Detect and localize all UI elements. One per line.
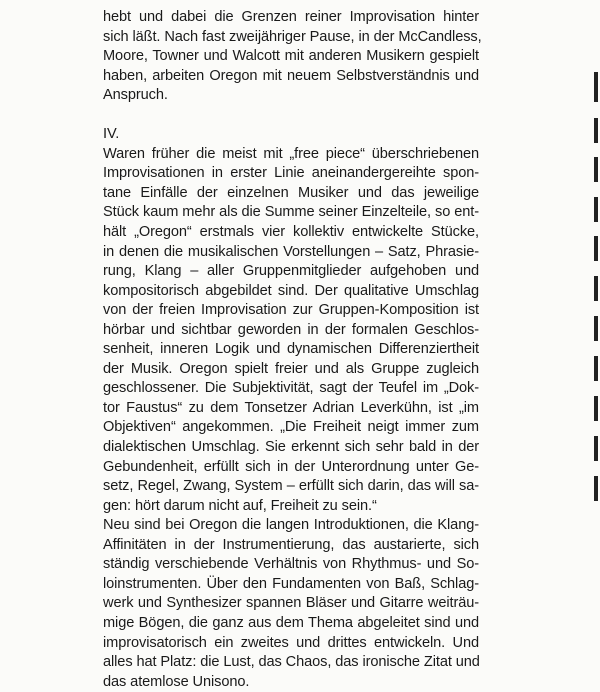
text-line: der Musik. Oregon spielt freier und als Gruppe zugleich xyxy=(103,360,479,377)
text-line: gen: hört darum nicht auf, Freiheit zu sein.“ xyxy=(103,497,377,514)
text-line: Stück kaum mehr als die Summe seiner Einzelteile, so ent- xyxy=(103,204,479,221)
text-line: improvisatorisch ein zweites und drittes entwickeln. Und xyxy=(103,634,479,651)
text-line: setz, Regel, Zwang, System – erfüllt sich darin, das will sa- xyxy=(103,478,479,495)
page-edge-marks xyxy=(586,0,600,589)
closing-paragraph xyxy=(103,516,479,692)
edge-mark xyxy=(594,197,598,222)
text-line: sich läßt. Nach fast zweijähriger Pause, in der McCandless, xyxy=(103,28,482,45)
section-number: IV. xyxy=(103,126,120,143)
section-paragraph xyxy=(103,145,479,516)
text-line: Objektiven“ angekommen. „Die Freiheit neigt immer zum xyxy=(103,419,479,436)
text-line: kompositorisch abgebildet sind. Der qualitative Umschlag xyxy=(103,282,479,299)
section-heading xyxy=(103,125,479,145)
text-line: hörbar und sichtbar geworden in der formalen Geschlos- xyxy=(103,321,479,338)
text-line: von der freien Improvisation zur Gruppen-Komposition ist xyxy=(103,302,479,319)
text-line: tane Einfälle der einzelnen Musiker und das jeweilige xyxy=(103,184,479,201)
text-line: Neu sind bei Oregon die langen Introduktionen, die Klang- xyxy=(103,517,479,534)
text-line: mige Bögen, die ganz aus dem Thema abgeleitet sind und xyxy=(103,614,479,631)
text-line: Gebundenheit, erfüllt sich in der Unterordnung unter Ge- xyxy=(103,458,479,475)
text-line: ständig verschiebende Verhältnis von Rhythmus- und So- xyxy=(103,556,479,573)
paragraph-gap xyxy=(103,106,479,126)
edge-mark xyxy=(594,157,598,182)
text-line: Waren früher die meist mit „free piece“ überschriebenen xyxy=(103,145,479,162)
edge-mark xyxy=(594,236,598,261)
text-line: Affinitäten in der Instrumentierung, das austarierte, sich xyxy=(103,536,479,553)
text-line: senheit, inneren Logik und dynamischen Differenziertheit xyxy=(103,341,479,358)
edge-mark xyxy=(594,396,598,421)
text-line: in denen die musikalischen Vorstellungen – Satz, Phrasie- xyxy=(103,243,479,260)
text-line: geschlossener. Die Subjektivität, sagt der Teufel im „Dok- xyxy=(103,380,479,397)
text-line: dialektischen Umschlag. Sie erkennt sich sehr bald in der xyxy=(103,439,479,456)
text-line: haben, arbeiten Oregon mit neuem Selbstverständnis und xyxy=(103,67,479,84)
edge-mark xyxy=(594,72,598,102)
intro-paragraph xyxy=(103,8,482,106)
edge-mark xyxy=(594,356,598,381)
text-line: hebt und dabei die Grenzen reiner Improvisation hinter xyxy=(103,9,479,25)
edge-mark xyxy=(594,276,598,301)
text-line: alles hat Platz: die Lust, das Chaos, das ironische Zitat und xyxy=(103,654,480,671)
text-line: rung, Klang – aller Gruppenmitglieder aufgehoben und xyxy=(103,263,479,280)
edge-mark xyxy=(594,118,598,143)
text-line: tor Faustus“ zu dem Tonsetzer Adrian Leverkühn, ist „im xyxy=(103,399,479,416)
text-line: Moore, Towner und Walcott mit anderen Musikern gespielt xyxy=(103,48,479,65)
text-line: werk und Synthesizer spannen Bläser und Gitarre weiträu- xyxy=(103,595,479,612)
text-line: hält „Oregon“ erstmals vier kollektiv entwickelte Stücke, xyxy=(103,224,479,241)
edge-mark xyxy=(594,476,598,501)
edge-mark xyxy=(594,436,598,461)
text-line: Improvisationen in erster Linie aneinandergereihte spon- xyxy=(103,165,479,182)
text-line: das atemlose Unisono. xyxy=(103,673,250,690)
text-line: Anspruch. xyxy=(103,87,168,104)
document-text xyxy=(103,8,482,692)
text-line: loinstrumenten. Über den Fundamenten von Baß, Schlag- xyxy=(103,575,479,592)
edge-mark xyxy=(594,316,598,341)
